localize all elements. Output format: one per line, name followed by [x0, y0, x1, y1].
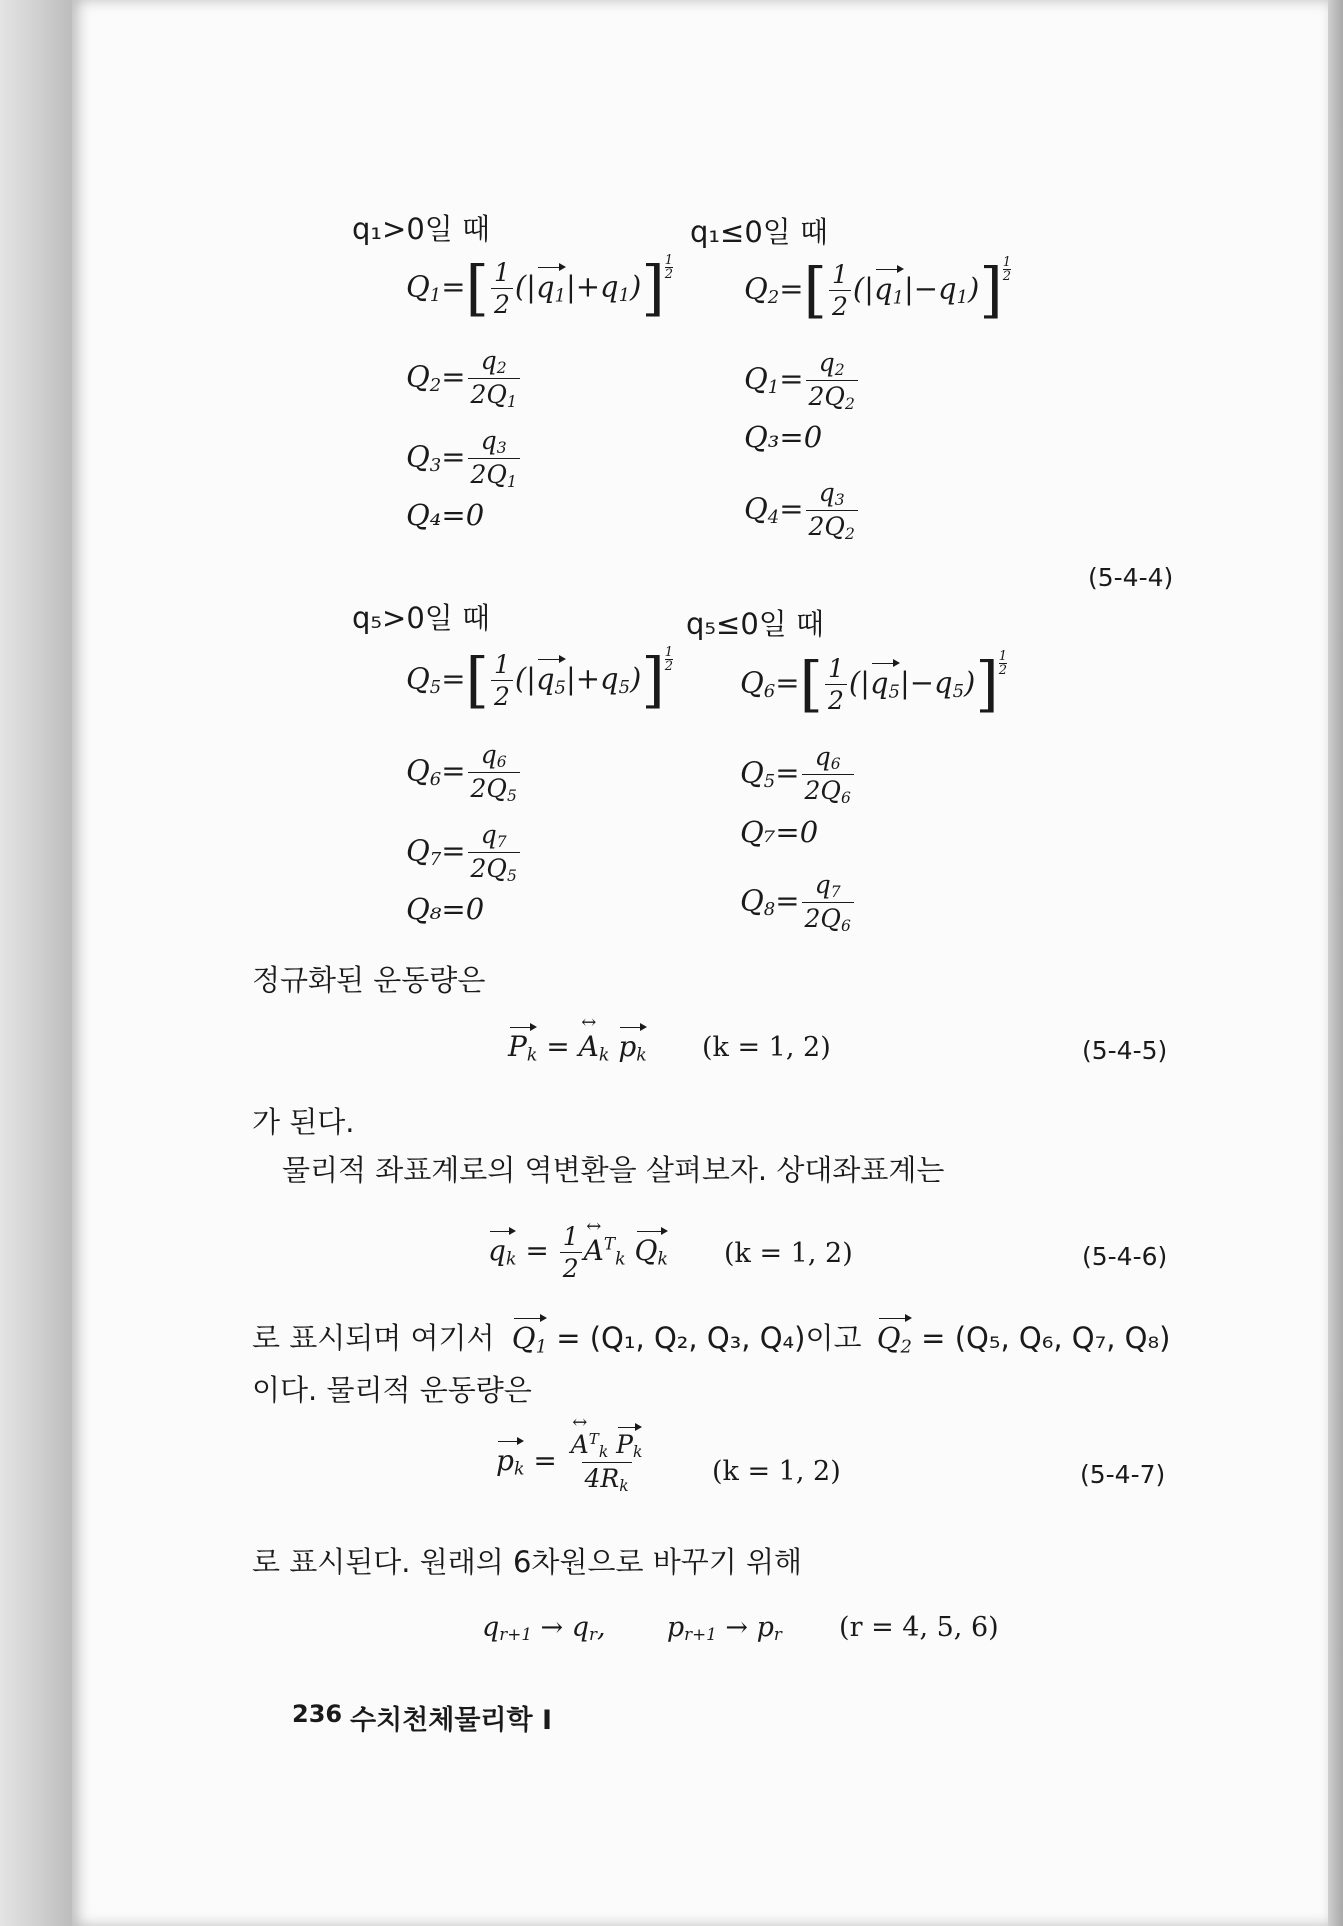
- formula-Q8-zero: Q₈=0: [406, 892, 485, 926]
- equation-number-5-4-7: (5-4-7): [1080, 1460, 1166, 1489]
- formula-Q8-negative-branch: $Q_8=$ $\frac{q_7}{2Q_6}$: [740, 870, 856, 935]
- formula-index-shift: $q_{r+1} \to q_r$, $p_{r+1} \to p_r$ (r = 4, 5, 6): [482, 1612, 999, 1645]
- text-Q2-tuple: = (Q₅, Q₆, Q₇, Q₈): [921, 1321, 1171, 1355]
- q-map-symbol: q: [482, 1612, 500, 1643]
- text-line-Q-vectors: [252, 1316, 1170, 1357]
- equation-number-5-4-6: (5-4-6): [1082, 1242, 1168, 1271]
- page-number: 236: [292, 1700, 343, 1728]
- formula-Q1-negative-branch: $Q_1=$ $\frac{q_2}{2Q_2}$: [744, 348, 860, 413]
- text-to-restore: 로 표시된다. 원래의 6차원으로 바꾸기 위해: [252, 1545, 802, 1579]
- r-range: (r = 4, 5, 6): [839, 1612, 999, 1643]
- formula-Q7: $Q_7=$ $\frac{q_7}{2Q_5}$: [406, 820, 522, 885]
- formula-Q4-negative-branch: $Q_4=$ $\frac{q_3}{2Q_2}$: [744, 478, 860, 543]
- formula-Q1: $Q_1=$[ $\frac{1}{2}$ $(|q_1|+q_1)$] $\frac{1}{2}$: [406, 253, 674, 324]
- formula-Q7-zero: Q₇=0: [740, 815, 819, 849]
- book-title: 수치천체물리학 I: [350, 1705, 553, 1736]
- p-map-symbol: p: [666, 1612, 685, 1643]
- text-becomes: 가 된다.: [252, 1105, 355, 1139]
- formula-q-k: $q_k$ = $\frac{1}{2}$ ↔ $A^T_k$ $Q_k$: [488, 1222, 668, 1283]
- formula-p-k: $p_k$ = ↔ $\frac{A^T_k P_k}{4R_k}$: [496, 1430, 647, 1495]
- equation-number-5-4-5: (5-4-5): [1082, 1036, 1168, 1065]
- text-represented-pre: 로 표시되며 여기서: [252, 1321, 495, 1355]
- k-range-5-4-7: (k = 1, 2): [712, 1456, 841, 1487]
- formula-Q3-zero: Q₃=0: [744, 420, 823, 454]
- page-right-edge: [1328, 0, 1343, 1926]
- condition-q5-nonpositive: q₅≤0일 때: [686, 607, 825, 641]
- equation-number-5-4-4: (5-4-4): [1088, 563, 1174, 592]
- formula-P-k: $P_k$ = ↔ $A_k$ $p_k$: [508, 1030, 647, 1065]
- text-normalized-momentum: 정규화된 운동량은: [252, 963, 486, 997]
- vector-Q2: $Q_2$: [876, 1321, 912, 1358]
- formula-Q2-negative-branch: $Q_2=$[ $\frac{1}{2}$ $(|q_1|-q_1)$] $\frac{1}{2}$: [744, 255, 1012, 326]
- text-Q1-tuple: = (Q₁, Q₂, Q₃, Q₄)이고: [556, 1321, 862, 1355]
- condition-q1-positive: q₁>0일 때: [352, 212, 491, 246]
- text-physical-momentum: 이다. 물리적 운동량은: [252, 1373, 532, 1407]
- formula-Q6-negative-branch: $Q_6=$[ $\frac{1}{2}$ $(|q_5|-q_5)$] $\frac{1}{2}$: [740, 649, 1008, 720]
- book-spine: [0, 0, 73, 1926]
- formula-Q5-negative-branch: $Q_5=$ $\frac{q_6}{2Q_6}$: [740, 742, 856, 807]
- condition-q1-nonpositive: q₁≤0일 때: [690, 215, 829, 249]
- formula-Q3: $Q_3=$ $\frac{q_3}{2Q_1}$: [406, 426, 522, 491]
- vector-Q1: $Q_1$: [511, 1321, 547, 1358]
- formula-Q5: $Q_5=$[ $\frac{1}{2}$ $(|q_5|+q_5)$] $\frac{1}{2}$: [406, 645, 674, 716]
- k-range-5-4-6: (k = 1, 2): [724, 1238, 853, 1269]
- formula-Q4-zero: Q₄=0: [406, 498, 485, 532]
- k-range-5-4-5: (k = 1, 2): [702, 1032, 831, 1063]
- text-inverse-transform: 물리적 좌표계로의 역변환을 살펴보자. 상대좌표계는: [282, 1153, 945, 1187]
- formula-Q6: $Q_6=$ $\frac{q_6}{2Q_5}$: [406, 740, 522, 805]
- formula-Q2: $Q_2=$ $\frac{q_2}{2Q_1}$: [406, 346, 522, 411]
- condition-q5-positive: q₅>0일 때: [352, 601, 491, 635]
